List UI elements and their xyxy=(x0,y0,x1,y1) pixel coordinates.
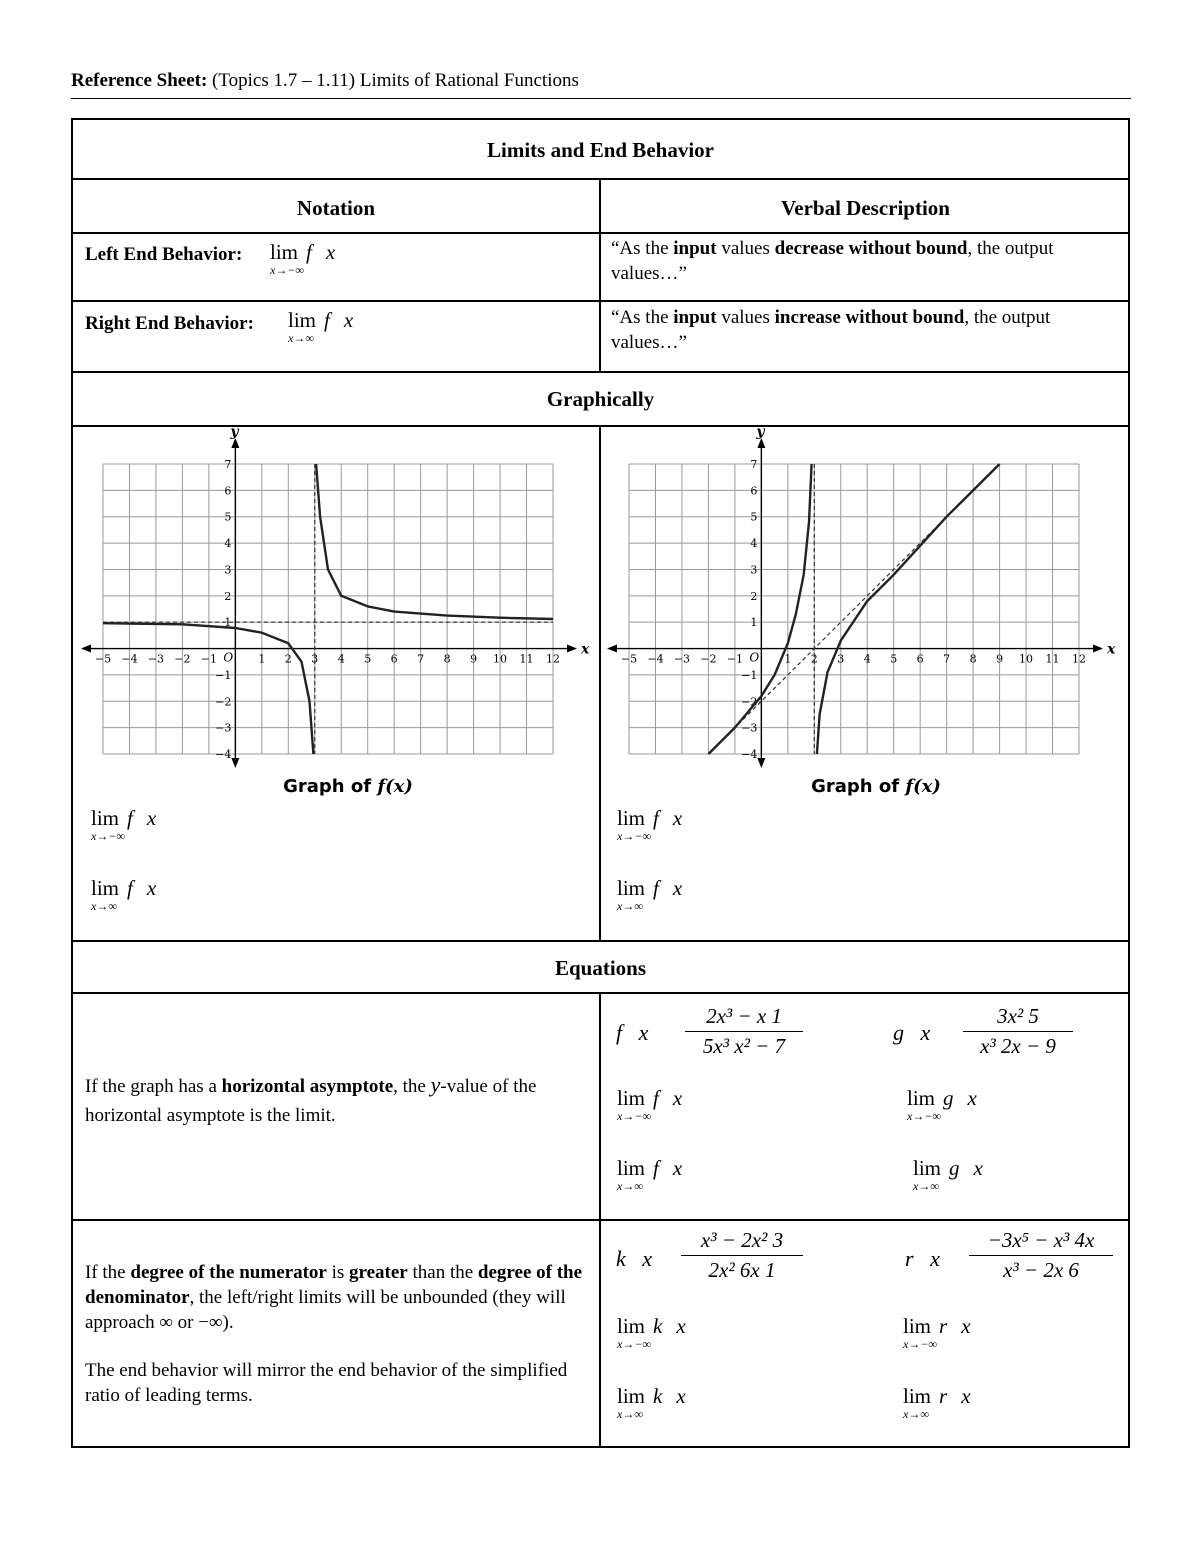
x-tick-label: 4 xyxy=(863,652,871,666)
graph-right-limit-pos: lim x→∞ f x xyxy=(617,876,683,913)
g-limit-pos: lim x→∞ g x xyxy=(913,1156,983,1193)
x-tick-label: −3 xyxy=(147,652,165,666)
function-f-fraction: $\frac{\text{2x³ − x 1}}{\text{5x³ x² − 7}}$ xyxy=(685,1004,803,1059)
x-tick-label: 5 xyxy=(890,652,898,666)
graph-right xyxy=(607,428,1122,773)
y-tick-label: −2 xyxy=(741,695,758,709)
x-axis-label: x xyxy=(581,641,590,658)
leading-terms-rule: The end behavior will mirror the end behavior of the simplified ratio of leading terms. xyxy=(85,1360,568,1406)
section-title-equations: Equations xyxy=(554,956,647,980)
right-end-label: Right End Behavior: xyxy=(85,313,254,334)
column-header-notation: Notation xyxy=(296,196,376,220)
x-tick-label: 2 xyxy=(810,652,818,666)
x-tick-label: 11 xyxy=(1045,652,1060,666)
divider xyxy=(73,371,1128,373)
right-end-limit: lim x→∞ f x xyxy=(288,308,354,345)
graph-left-limit-pos: lim x→∞ f x xyxy=(91,876,157,913)
graph-left-limit-neg: lim x→−∞ f x xyxy=(91,806,157,843)
y-tick-label: 5 xyxy=(224,510,232,524)
reference-table xyxy=(71,118,1130,1448)
divider xyxy=(599,425,601,940)
x-tick-label: −4 xyxy=(647,652,664,666)
y-tick-label: 5 xyxy=(750,510,758,524)
graph-left-caption: Graph of f(x) xyxy=(283,776,413,797)
x-tick-label: −4 xyxy=(121,652,138,666)
y-axis-label: y xyxy=(756,428,765,440)
x-tick-label: 6 xyxy=(390,652,398,666)
x-tick-label: 12 xyxy=(1072,652,1086,666)
y-tick-label: 2 xyxy=(224,589,232,603)
horizontal-asymptote-rule: If the graph has a horizontal asymptote, the y-value of the horizontal asymptote is the limit. xyxy=(85,1072,537,1126)
y-tick-label: −3 xyxy=(741,721,758,735)
graph-right-caption: Graph of f(x) xyxy=(811,776,941,797)
curve-branch-2 xyxy=(817,464,1000,754)
left-end-label: Left End Behavior: xyxy=(85,244,243,265)
y-tick-label: −4 xyxy=(741,748,758,761)
y-axis-label: y xyxy=(230,428,239,440)
x-tick-label: 5 xyxy=(364,652,372,666)
y-tick-label: 4 xyxy=(224,537,232,551)
curve-branch-1 xyxy=(708,464,811,754)
x-tick-label: 6 xyxy=(916,652,924,666)
r-limit-neg: lim x→−∞ r x xyxy=(903,1314,971,1351)
x-axis-arrow xyxy=(1093,645,1103,653)
x-tick-label: −3 xyxy=(673,652,691,666)
x-axis-arrow xyxy=(81,645,91,653)
y-tick-label: 4 xyxy=(750,537,758,551)
x-tick-label: 2 xyxy=(284,652,292,666)
y-tick-label: −3 xyxy=(215,721,232,735)
y-tick-label: 6 xyxy=(750,484,758,498)
x-tick-label: −2 xyxy=(174,652,191,666)
x-tick-label: −5 xyxy=(94,652,112,666)
x-axis-arrow xyxy=(567,645,577,653)
right-end-verbal: “As the input values increase without bound, the output values…” xyxy=(611,307,1051,353)
y-tick-label: −1 xyxy=(741,668,758,682)
function-r-name: r x xyxy=(905,1246,940,1271)
x-tick-label: 9 xyxy=(996,652,1004,666)
origin-label: O xyxy=(223,650,234,665)
left-end-limit: lim x→−∞ f x xyxy=(270,240,336,277)
x-tick-label: −1 xyxy=(726,652,743,666)
header-title: Reference Sheet: xyxy=(71,70,208,91)
k-limit-neg: lim x→−∞ k x xyxy=(617,1314,686,1351)
function-r-fraction: $\frac{\text{−3x⁵ − x³ 4x}}{\text{x³ − 2x 6}}$ xyxy=(969,1228,1113,1283)
x-tick-label: 3 xyxy=(311,652,319,666)
x-tick-label: 11 xyxy=(519,652,534,666)
f-limit-neg: lim x→−∞ f x xyxy=(617,1086,683,1123)
function-g-name: g x xyxy=(893,1020,931,1045)
section-title-limits: Limits and End Behavior xyxy=(487,138,714,162)
axes xyxy=(607,438,1103,768)
x-tick-label: 10 xyxy=(493,652,508,666)
curve-branch-1 xyxy=(103,623,313,754)
left-end-verbal: “As the input values decrease without bound, the output values…” xyxy=(611,238,1054,284)
page-header xyxy=(71,70,579,92)
graph-right-limit-neg: lim x→−∞ f x xyxy=(617,806,683,843)
g-limit-neg: lim x→−∞ g x xyxy=(907,1086,977,1123)
section-title-graphically: Graphically xyxy=(546,387,655,411)
y-tick-label: 7 xyxy=(224,458,232,471)
header-rule xyxy=(71,98,1131,99)
x-tick-label: 1 xyxy=(784,652,792,666)
y-tick-label: −2 xyxy=(215,695,232,709)
axes xyxy=(81,438,577,768)
graph-left xyxy=(81,428,596,773)
function-f-name: f x xyxy=(616,1020,649,1045)
x-tick-label: 1 xyxy=(258,652,266,666)
x-tick-label: 9 xyxy=(470,652,478,666)
y-tick-label: 2 xyxy=(750,589,758,603)
x-tick-label: −2 xyxy=(700,652,717,666)
r-limit-pos: lim x→∞ r x xyxy=(903,1384,971,1421)
divider xyxy=(73,940,1128,942)
x-tick-label: 12 xyxy=(546,652,560,666)
x-axis-arrow xyxy=(607,645,617,653)
x-tick-label: 8 xyxy=(969,652,977,666)
divider xyxy=(599,992,601,1448)
y-axis-arrow xyxy=(231,758,239,768)
y-tick-label: 3 xyxy=(224,563,232,577)
function-k-name: k x xyxy=(616,1246,653,1271)
x-tick-label: −1 xyxy=(200,652,217,666)
y-tick-label: 6 xyxy=(224,484,232,498)
degree-rule: If the degree of the numerator is greater than the degree of the denominator, the left/right limits will be unbounded (they will approach ∞ or −∞). xyxy=(85,1262,583,1333)
grid xyxy=(103,464,553,754)
column-header-verbal: Verbal Description xyxy=(781,196,950,220)
x-tick-label: 10 xyxy=(1019,652,1034,666)
x-tick-label: 8 xyxy=(443,652,451,666)
function-k-fraction: $\frac{\text{x³ − 2x² 3}}{\text{2x² 6x 1}}$ xyxy=(681,1228,803,1283)
x-tick-label: 3 xyxy=(837,652,845,666)
x-axis-label: x xyxy=(1107,641,1116,658)
y-tick-label: 7 xyxy=(750,458,758,471)
y-tick-label: 3 xyxy=(750,563,758,577)
x-tick-label: 4 xyxy=(337,652,345,666)
k-limit-pos: lim x→∞ k x xyxy=(617,1384,686,1421)
x-tick-label: 7 xyxy=(943,652,951,666)
function-g-fraction: $\frac{\text{3x² 5}}{\text{x³ 2x − 9}}$ xyxy=(963,1004,1073,1059)
y-tick-label: −4 xyxy=(215,748,232,761)
header-subtitle: (Topics 1.7 – 1.11) Limits of Rational Functions xyxy=(212,70,579,91)
origin-label: O xyxy=(749,650,760,665)
y-tick-label: 1 xyxy=(224,616,232,630)
y-tick-label: 1 xyxy=(750,616,758,630)
x-tick-label: 7 xyxy=(417,652,425,666)
y-axis-arrow xyxy=(757,758,765,768)
f-limit-pos: lim x→∞ f x xyxy=(617,1156,683,1193)
x-tick-label: −5 xyxy=(620,652,638,666)
y-tick-label: −1 xyxy=(215,668,232,682)
